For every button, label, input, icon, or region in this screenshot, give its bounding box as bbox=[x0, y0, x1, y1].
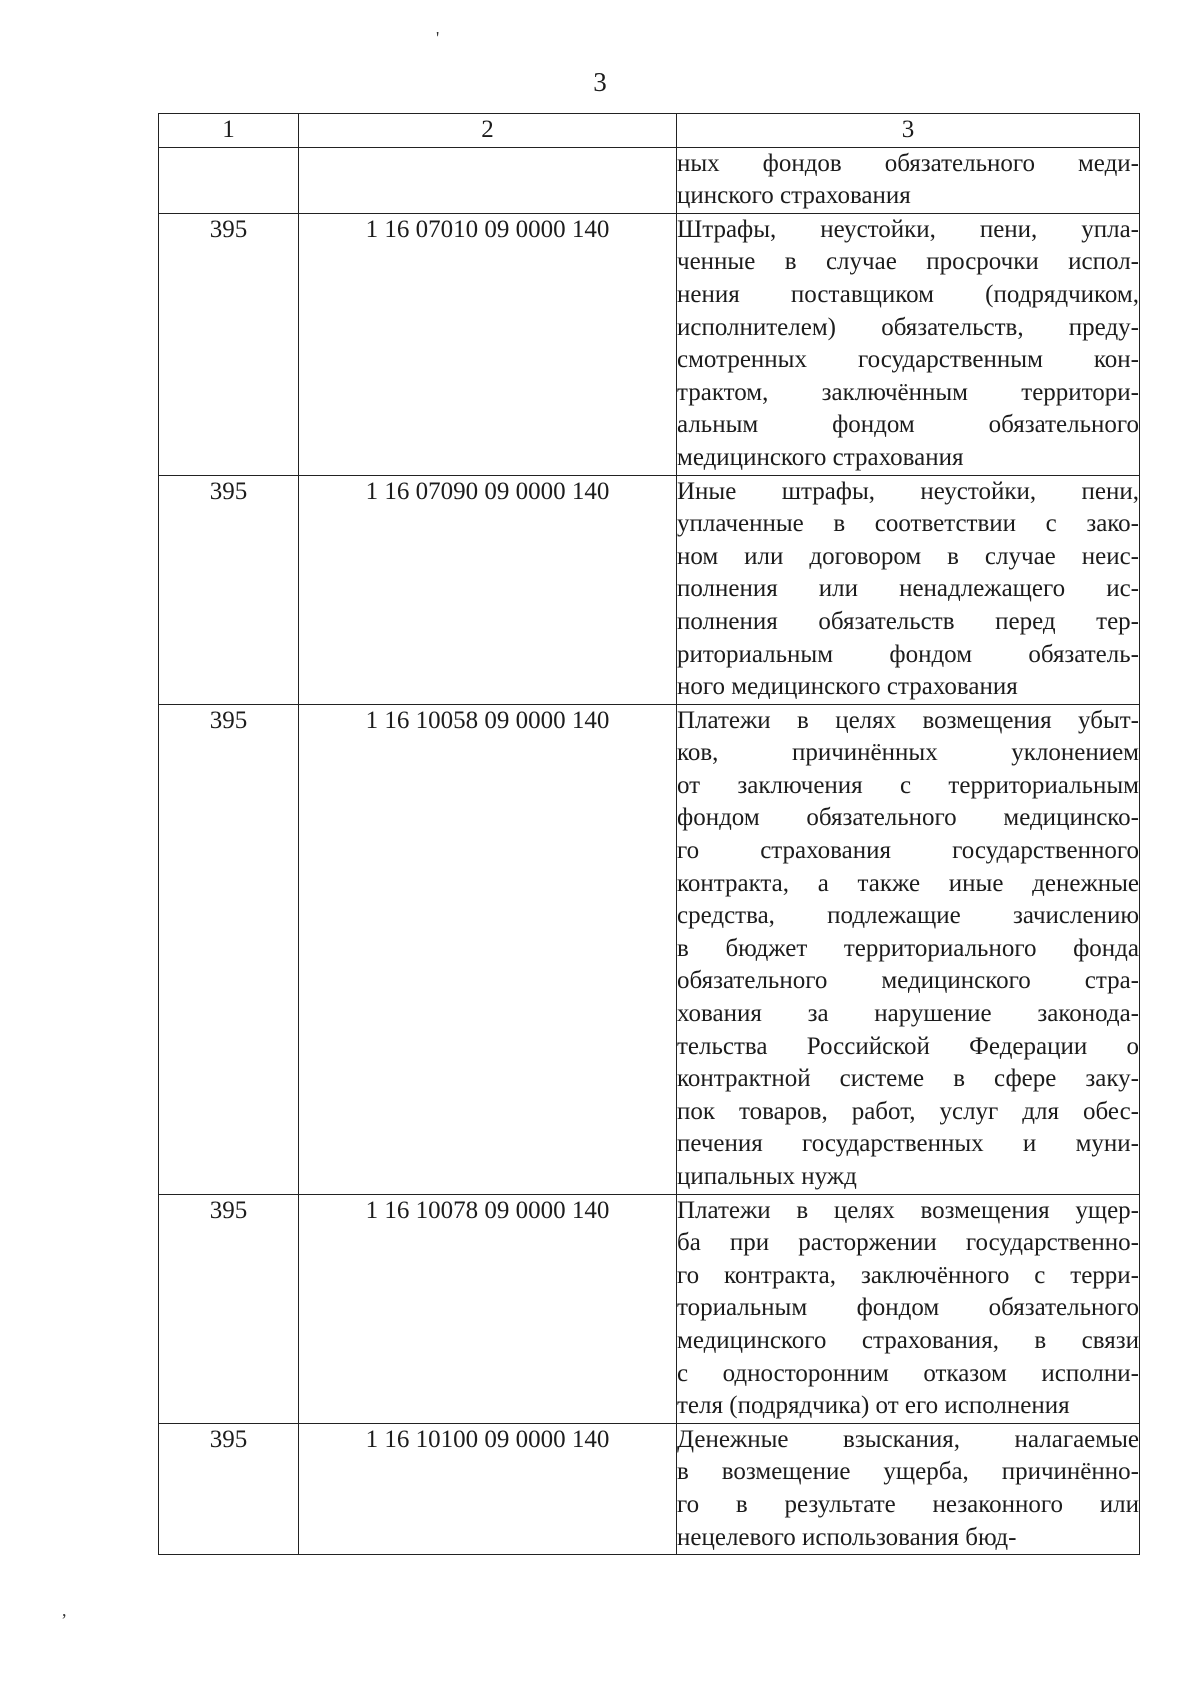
page-number: 3 bbox=[593, 67, 607, 97]
description-cell bbox=[677, 147, 1140, 213]
description-line: Штрафы, неустойки, пени, упла- bbox=[677, 215, 1139, 243]
description-line: обязательного медицинского стра- bbox=[677, 967, 1139, 995]
table-row bbox=[159, 1194, 1140, 1423]
table-row bbox=[159, 1423, 1140, 1554]
description-line: ков, причинённых уклонением bbox=[677, 739, 1139, 767]
description-line: фондом обязательного медицинско- bbox=[677, 804, 1139, 832]
admin-code-cell: 395 bbox=[159, 704, 299, 1194]
description-line: с односторонним отказом исполни- bbox=[677, 1359, 1139, 1387]
description-line: полнения обязательств перед тер- bbox=[677, 607, 1139, 635]
description-line: ченные в случае просрочки испол- bbox=[677, 248, 1139, 276]
column-header-3: 3 bbox=[677, 114, 1140, 148]
description-line: контракта, а также иные денежные bbox=[677, 869, 1139, 897]
description-line: Платежи в целях возмещения ущер- bbox=[677, 1196, 1139, 1224]
description-line: альным фондом обязательного bbox=[677, 411, 1139, 439]
scan-speck-top: ' bbox=[436, 28, 440, 48]
description-line: контрактной системе в сфере заку- bbox=[677, 1065, 1139, 1093]
description-line: хования за нарушение законода- bbox=[677, 1000, 1139, 1028]
description-line: уплаченные в соответствии с зако- bbox=[677, 510, 1139, 538]
description-line: го в результате незаконного или bbox=[677, 1490, 1139, 1518]
budget-classification-code-cell: 1 16 10100 09 0000 140 bbox=[299, 1423, 677, 1554]
admin-code-cell: 395 bbox=[159, 213, 299, 475]
description-line: медицинского страхования, в связи bbox=[677, 1326, 1139, 1354]
budget-classification-code-cell: 1 16 07090 09 0000 140 bbox=[299, 475, 677, 704]
description-line: нения поставщиком (подрядчиком, bbox=[677, 280, 1139, 308]
table-row bbox=[159, 147, 1140, 213]
description-line: нецелевого использования бюд- bbox=[677, 1523, 1017, 1551]
description-line: трактом, заключённым территори- bbox=[677, 378, 1139, 406]
description-line: ных фондов обязательного меди- bbox=[677, 149, 1139, 177]
description-line: средства, подлежащие зачислению bbox=[677, 902, 1139, 930]
table-row bbox=[159, 704, 1140, 1194]
admin-code-cell: 395 bbox=[159, 1194, 299, 1423]
description-cell bbox=[677, 475, 1140, 704]
description-line: исполнителем) обязательств, преду- bbox=[677, 313, 1139, 341]
column-header-1: 1 bbox=[159, 114, 299, 148]
description-line: го страхования государственного bbox=[677, 837, 1139, 865]
description-line: Иные штрафы, неустойки, пени, bbox=[677, 477, 1139, 505]
description-line: цинского страхования bbox=[677, 182, 911, 210]
column-header-2: 2 bbox=[299, 114, 677, 148]
table-row bbox=[159, 213, 1140, 475]
budget-classification-code-cell: 1 16 07010 09 0000 140 bbox=[299, 213, 677, 475]
description-line: ного медицинского страхования bbox=[677, 673, 1018, 701]
admin-code-cell: 395 bbox=[159, 475, 299, 704]
description-line: в возмещение ущерба, причинённо- bbox=[677, 1458, 1139, 1486]
description-line: ториальным фондом обязательного bbox=[677, 1294, 1139, 1322]
description-line: Платежи в целях возмещения убыт- bbox=[677, 706, 1139, 734]
description-line: в бюджет территориального фонда bbox=[677, 934, 1139, 962]
table-header-row bbox=[159, 114, 1140, 148]
description-line: полнения или ненадлежащего ис- bbox=[677, 575, 1139, 603]
budget-classification-code-cell bbox=[299, 147, 677, 213]
table-row bbox=[159, 475, 1140, 704]
admin-code-cell bbox=[159, 147, 299, 213]
description-cell bbox=[677, 213, 1140, 475]
description-line: Денежные взыскания, налагаемые bbox=[677, 1425, 1139, 1453]
description-line: пок товаров, работ, услуг для обес- bbox=[677, 1097, 1139, 1125]
description-line: тельства Российской Федерации о bbox=[677, 1032, 1139, 1060]
description-line: ном или договором в случае неис- bbox=[677, 542, 1139, 570]
description-line: го контракта, заключённого с терри- bbox=[677, 1261, 1139, 1289]
description-line: ба при расторжении государственно- bbox=[677, 1229, 1139, 1257]
budget-codes-table bbox=[158, 113, 1140, 1555]
scan-speck-bottom: , bbox=[62, 1600, 67, 1620]
description-cell bbox=[677, 1423, 1140, 1554]
description-line: медицинского страхования bbox=[677, 443, 964, 471]
description-line: от заключения с территориальным bbox=[677, 771, 1139, 799]
admin-code-cell: 395 bbox=[159, 1423, 299, 1554]
description-line: печения государственных и муни- bbox=[677, 1130, 1139, 1158]
description-cell bbox=[677, 1194, 1140, 1423]
description-cell bbox=[677, 704, 1140, 1194]
description-line: теля (подрядчика) от его исполнения bbox=[677, 1392, 1070, 1420]
description-line: ципальных нужд bbox=[677, 1163, 857, 1190]
budget-classification-code-cell: 1 16 10078 09 0000 140 bbox=[299, 1194, 677, 1423]
description-line: смотренных государственным кон- bbox=[677, 346, 1139, 374]
description-line: риториальным фондом обязатель- bbox=[677, 640, 1139, 668]
budget-classification-code-cell: 1 16 10058 09 0000 140 bbox=[299, 704, 677, 1194]
